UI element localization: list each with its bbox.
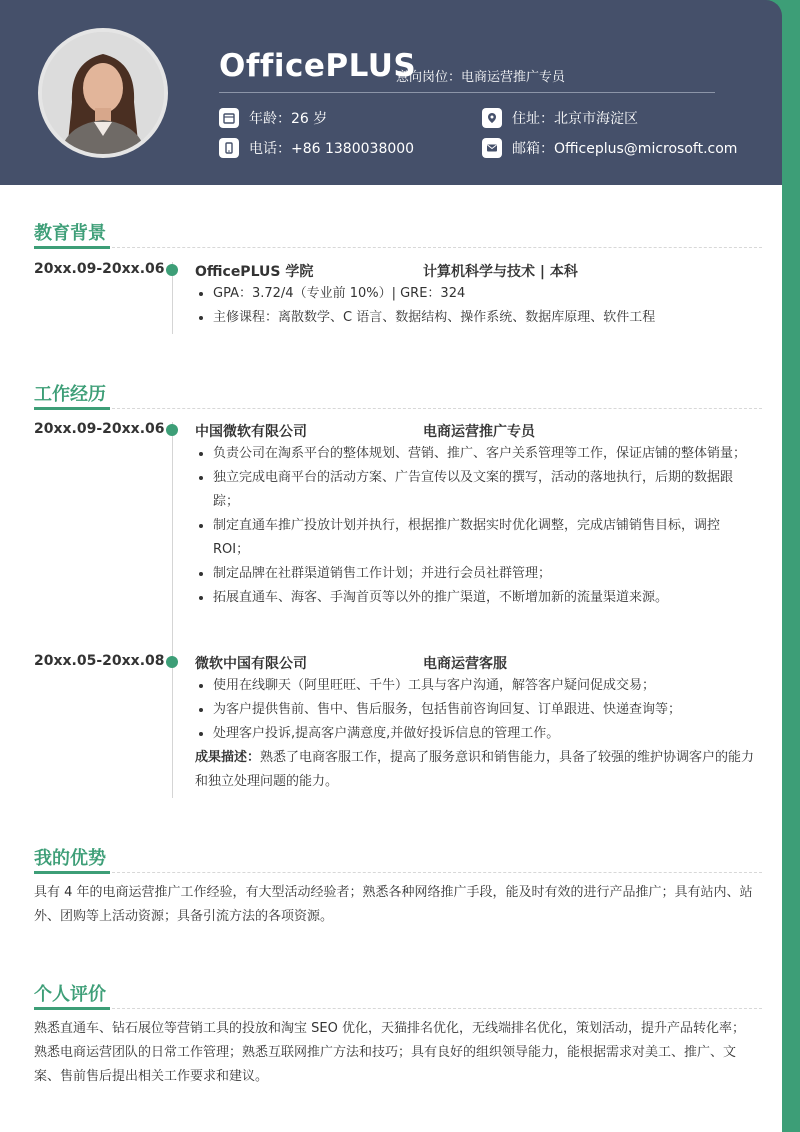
list-item: 为客户提供售前、售中、售后服务，包括售前咨询回复、订单跟进、快递查询等； xyxy=(195,698,755,722)
company-name: 微软中国有限公司 xyxy=(195,656,307,672)
job-result xyxy=(195,746,755,794)
major-degree: 计算机科学与技术 | 本科 xyxy=(423,264,578,280)
list-item: 独立完成电商平台的活动方案、广告宣传以及文案的撰写，活动的落地执行，后期的数据跟踪； xyxy=(195,466,755,514)
evaluation-title: 个人评价 xyxy=(34,984,106,1005)
location-icon xyxy=(482,108,502,128)
avatar xyxy=(38,28,168,158)
calendar-icon xyxy=(219,108,239,128)
result-label: 成果描述： xyxy=(195,750,261,765)
education-details xyxy=(195,282,755,330)
list-item: 使用在线聊天（阿里旺旺、千牛）工具与客户沟通，解答客户疑问促成交易； xyxy=(195,674,755,698)
education-divider xyxy=(112,247,762,248)
phone-icon xyxy=(219,138,239,158)
advantages-title: 我的优势 xyxy=(34,848,106,869)
advantages-underline xyxy=(34,871,110,874)
list-item: 处理客户投诉,提高客户满意度,并做好投诉信息的管理工作。 xyxy=(195,722,755,746)
work-timeline xyxy=(172,422,173,798)
email-info xyxy=(482,138,737,158)
email-text: 邮箱：Officeplus@microsoft.com xyxy=(512,141,738,157)
job-date: 20xx.05-20xx.08 xyxy=(34,653,165,669)
timeline-dot xyxy=(166,424,178,436)
job-role: 电商运营推广专员 xyxy=(423,424,535,440)
evaluation-underline xyxy=(34,1007,110,1010)
result-text: 熟悉了电商客服工作，提高了服务意识和销售能力，具备了较强的维护协调客户的能力和独立处理问题的能力。 xyxy=(195,750,755,789)
job-duties xyxy=(195,442,755,610)
timeline-dot xyxy=(166,656,178,668)
work-divider xyxy=(112,408,762,409)
timeline-dot xyxy=(166,264,178,276)
address-text: 住址：北京市海淀区 xyxy=(512,111,638,127)
education-date: 20xx.09-20xx.06 xyxy=(34,261,165,277)
address-info xyxy=(482,108,638,128)
candidate-name: OfficePLUS xyxy=(219,48,417,84)
job-objective: 意向岗位：电商运营推广专员 xyxy=(396,70,566,85)
mail-icon xyxy=(482,138,502,158)
education-title: 教育背景 xyxy=(34,223,106,244)
list-item: 拓展直通车、海客、手淘首页等以外的推广渠道，不断增加新的流量渠道来源。 xyxy=(195,586,755,610)
job-role: 电商运营客服 xyxy=(423,656,507,672)
job-date: 20xx.09-20xx.06 xyxy=(34,421,165,437)
list-item: 负责公司在淘系平台的整体规划、营销、推广、客户关系管理等工作，保证店铺的整体销量； xyxy=(195,442,755,466)
work-title: 工作经历 xyxy=(34,384,106,405)
school-name: OfficePLUS 学院 xyxy=(195,264,314,280)
education-underline xyxy=(34,246,110,249)
phone-info xyxy=(219,138,414,158)
header-divider xyxy=(219,92,715,93)
right-accent-bar xyxy=(782,0,800,1132)
age-info xyxy=(219,108,327,128)
advantages-divider xyxy=(112,872,762,873)
advantages-text: 具有 4 年的电商运营推广工作经验，有大型活动经验者；熟悉各种网络推广手段，能及时有效的进行产品推广；具有站内、站外、团购等上活动资源；具备引流方法的各项资源。 xyxy=(34,885,753,924)
work-underline xyxy=(34,407,110,410)
evaluation-text: 熟悉直通车、钻石展位等营销工具的投放和淘宝 SEO 优化，天猫排名优化，无线端排名优化，策划活动，提升产品转化率；熟悉电商运营团队的日常工作管理；熟悉互联网推广方法和技巧；具有良好的组织领导能力，能根据需求对美工、推广、文案、售前售后提出相关工作要求和建议。 xyxy=(34,1021,745,1084)
age-text: 年龄：26 岁 xyxy=(249,111,328,127)
evaluation-divider xyxy=(112,1008,762,1009)
list-item: 主修课程：离散数学、C 语言、数据结构、操作系统、数据库原理、软件工程 xyxy=(195,306,755,330)
phone-text: 电话：+86 1380038000 xyxy=(249,141,415,157)
job-duties xyxy=(195,674,755,746)
company-name: 中国微软有限公司 xyxy=(195,424,307,440)
list-item: 制定直通车推广投放计划并执行，根据推广数据实时优化调整，完成店铺销售目标，调控 ROI； xyxy=(195,514,755,562)
list-item: GPA：3.72/4（专业前 10%）| GRE：324 xyxy=(195,282,755,306)
list-item: 制定品牌在社群渠道销售工作计划；并进行会员社群管理； xyxy=(195,562,755,586)
portrait-image xyxy=(42,32,164,154)
